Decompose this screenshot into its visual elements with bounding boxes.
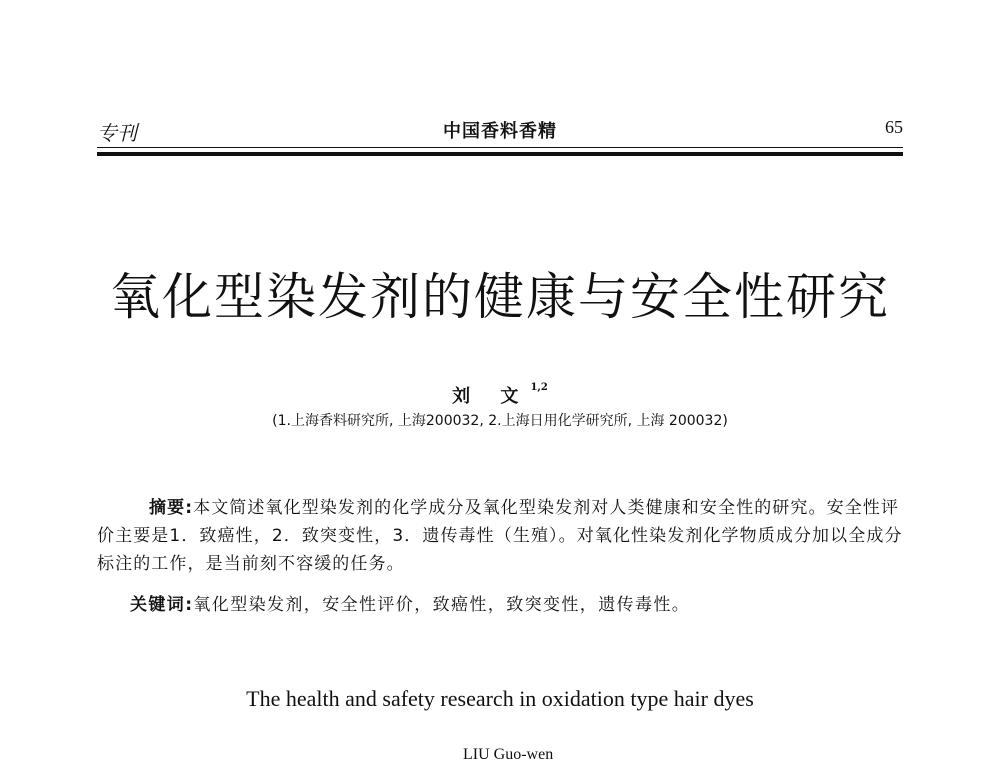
abstract-text: 本文简述氧化型染发剂的化学成分及氧化型染发剂对人类健康和安全性的研究。安全性评价主要是1．致癌性，2．致突变性，3．遗传毒性（生殖）。对氧化性染发剂化学物质成分加以全成分标注的工作，是当前刻不容缓的任务。 <box>97 498 903 574</box>
affiliation: (1.上海香料研究所, 上海200032, 2.上海日用化学研究所, 上海 200032) <box>272 413 728 429</box>
author-line <box>0 382 1000 408</box>
running-header <box>97 117 903 145</box>
paper-title: 氧化型染发剂的健康与安全性研究 <box>110 268 890 326</box>
header-rule-thick <box>97 152 903 156</box>
keywords-label: 关键词: <box>130 595 194 615</box>
journal-name: 中国香料香精 <box>443 121 557 142</box>
english-author: LIU Guo-wen <box>463 746 554 763</box>
header-rule-thin <box>97 147 903 148</box>
abstract-label: 摘要: <box>149 498 194 518</box>
author-affiliation-marks: 1,2 <box>530 382 548 393</box>
english-title: The health and safety research in oxidation type hair dyes <box>246 686 754 711</box>
keywords-text: 氧化型染发剂，安全性评价，致癌性，致突变性，遗传毒性。 <box>193 595 691 615</box>
section-label: 专刊 <box>97 121 137 145</box>
page-number: 65 <box>885 117 903 137</box>
abstract <box>97 494 917 578</box>
author-name: 刘 文 <box>452 386 531 407</box>
keywords <box>130 590 690 615</box>
